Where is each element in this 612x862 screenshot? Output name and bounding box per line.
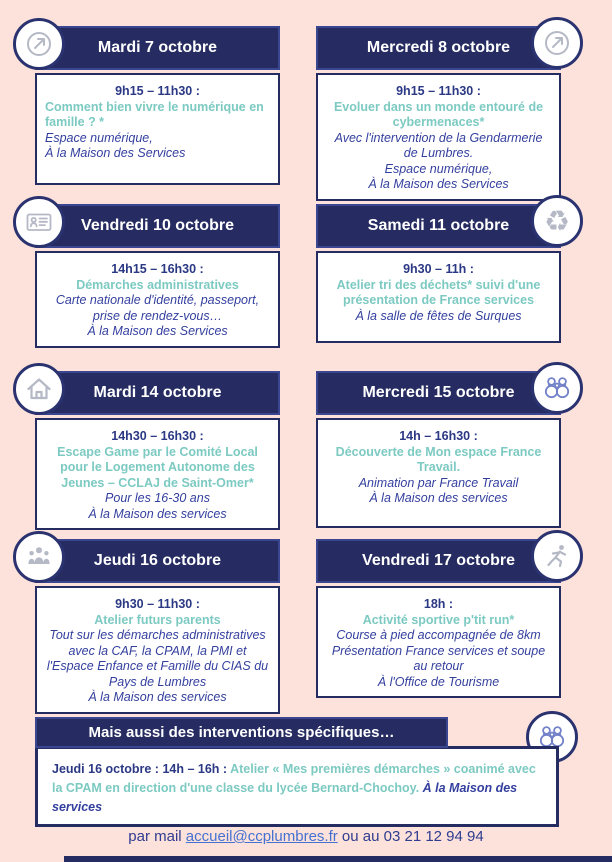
- event-time: 14h30 – 16h30 :: [111, 429, 204, 443]
- card-body: [35, 418, 280, 530]
- family-icon: [13, 531, 65, 583]
- event-detail: À la salle de fêtes de Surques: [355, 308, 522, 323]
- event-time: 18h :: [423, 597, 454, 611]
- card-day-header: [316, 204, 561, 248]
- card-day-label: Samedi 11 octobre: [367, 217, 510, 234]
- event-detail: À la Maison des services: [88, 506, 227, 521]
- special-event-box: [35, 746, 559, 827]
- card-day-header: [316, 539, 561, 583]
- card-day-header: [35, 26, 280, 70]
- recycling-icon: ♻: [531, 195, 583, 247]
- event-title: Atelier tri des déchets* suivi d'une présentation de France services: [336, 277, 541, 307]
- card-day-label: Vendredi 10 octobre: [81, 217, 234, 234]
- event-detail: Tout sur les démarches administratives avec la CAF, la CPAM, la PMI et l'Espace Enfance et Famille du CIAS du Pays de Lumbres: [46, 628, 269, 689]
- binoculars-icon: [531, 362, 583, 414]
- card-day-label: Jeudi 16 octobre: [93, 552, 222, 569]
- card-day-header: [35, 204, 280, 248]
- event-title: Découverte de Mon espace France Travail.: [335, 444, 542, 474]
- card-day-label: Mardi 14 octobre: [93, 384, 222, 401]
- card-day-header: [316, 26, 561, 70]
- event-title: Atelier futurs parents: [94, 612, 221, 627]
- runner-icon: [531, 530, 583, 582]
- card-body: [316, 418, 561, 528]
- event-title: Démarches administratives: [76, 277, 239, 292]
- navigation-arrow-icon: [13, 18, 65, 70]
- event-title: Comment bien vivre le numérique en famille ? *: [45, 99, 264, 129]
- event-title: Activité sportive p'tit run*: [362, 612, 515, 627]
- special-section-header: [35, 717, 448, 748]
- event-title: Escape Game par le Comité Local pour le Logement Autonome des Jeunes – CCLAJ de Saint-Omer*: [57, 444, 258, 490]
- navigation-arrow-icon: [531, 17, 583, 69]
- event-detail: À la Maison des Services: [87, 324, 228, 338]
- event-card-vendredi-17: [316, 539, 561, 698]
- contact-line: [0, 828, 612, 845]
- contact-prefix: par mail: [128, 828, 186, 845]
- card-day-label: Vendredi 17 octobre: [362, 552, 515, 569]
- event-time: 14h15 – 16h30 :: [111, 262, 204, 276]
- email-link[interactable]: accueil@ccplumbres.fr: [185, 828, 338, 845]
- event-card-mardi-7: [35, 26, 280, 185]
- event-detail: À la Maison des Services: [45, 146, 186, 160]
- event-detail: À la Maison des Services: [368, 177, 509, 191]
- event-time: 9h30 – 11h :: [403, 262, 474, 276]
- event-card-mardi-14: [35, 371, 280, 530]
- event-detail: Course à pied accompagnée de 8km: [336, 628, 541, 642]
- event-title: Evoluer dans un monde entouré de cybermenaces*: [333, 99, 544, 129]
- card-day-header: [35, 539, 280, 583]
- event-time: 9h15 – 11h30 :: [115, 84, 200, 98]
- event-detail: Avec l'intervention de la Gendarmerie de Lumbres.: [334, 130, 543, 160]
- event-time: 9h15 – 11h30 :: [396, 84, 481, 98]
- event-time: 14h – 16h30 :: [399, 429, 478, 443]
- card-body: [316, 251, 561, 343]
- event-card-mercredi-8: [316, 26, 561, 201]
- card-body: [316, 586, 561, 698]
- event-detail: À la Maison des services: [88, 690, 227, 704]
- event-detail: À l'Office de Tourisme: [377, 674, 500, 689]
- card-body: [35, 73, 280, 185]
- event-detail: Présentation France services et soupe au retour: [331, 643, 546, 673]
- special-event-location: À la Maison des services: [52, 780, 518, 814]
- id-card-icon: [13, 196, 65, 248]
- event-detail: À la Maison des services: [369, 491, 508, 505]
- special-event-date: Jeudi 16 octobre : 14h – 16h :: [52, 762, 231, 776]
- house-icon: [13, 363, 65, 415]
- card-body: [316, 73, 561, 201]
- card-body: [35, 251, 280, 348]
- event-time: 9h30 – 11h30 :: [115, 597, 200, 611]
- card-body: [35, 586, 280, 714]
- event-card-samedi-11: [316, 203, 570, 343]
- event-detail: Espace numérique,: [384, 161, 493, 176]
- card-day-label: Mercredi 8 octobre: [366, 39, 511, 56]
- special-section-title: Mais aussi des interventions spécifiques…: [88, 724, 395, 741]
- card-day-header: [35, 371, 280, 415]
- event-detail: Espace numérique,: [45, 130, 153, 145]
- contact-suffix: ou au 03 21 12 94 94: [337, 828, 484, 845]
- card-day-label: Mercredi 15 octobre: [362, 384, 515, 401]
- event-card-mercredi-15: [316, 371, 561, 528]
- card-day-label: Mardi 7 octobre: [97, 39, 218, 56]
- event-card-jeudi-16: [35, 539, 280, 714]
- event-card-vendredi-10: [35, 204, 280, 348]
- event-detail: Pour les 16-30 ans: [105, 491, 210, 505]
- event-detail: Carte nationale d'identité, passeport, prise de rendez-vous…: [55, 293, 260, 323]
- footer-bar: [64, 856, 612, 862]
- special-event-title: Atelier « Mes premières démarches » coanimé avec la CPAM en direction d'une classe du lycée Bernard-Chochoy.: [52, 762, 536, 795]
- event-detail: Animation par France Travail: [358, 475, 519, 490]
- card-day-header: [316, 371, 561, 415]
